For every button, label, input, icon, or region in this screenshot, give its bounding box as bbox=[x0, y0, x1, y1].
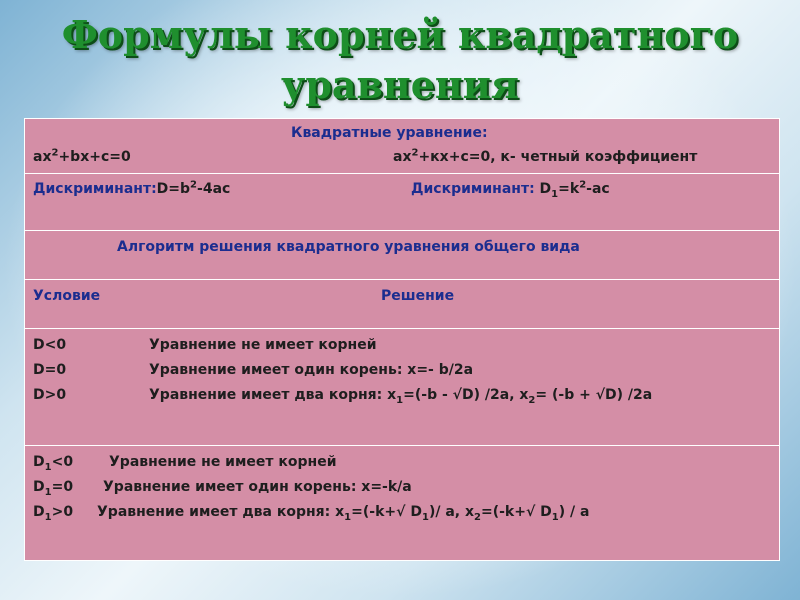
condition-header: Условие bbox=[33, 288, 101, 304]
discriminant-even: Дискриминант: $D_1=k^2-ac$ bbox=[411, 179, 610, 200]
table-row-headers bbox=[25, 280, 780, 329]
algorithm-heading: Алгоритм решения квадратного уравнения общего вида bbox=[117, 239, 580, 255]
column-headers-cell bbox=[25, 280, 780, 329]
solution-no-roots: Уравнение не имеет корней bbox=[149, 337, 377, 353]
even-coefficient-equation: $ax^2+кx+c=0$, к- четный коэффициент bbox=[393, 147, 698, 165]
solution-header: Решение bbox=[381, 288, 455, 304]
condition-d1-positive: $D_1>0$ bbox=[33, 504, 74, 523]
solution-two-roots: Уравнение имеет два корня: $x_1=(-b - √D)$ /2a, $x_2= (-b + √D)$ /2a bbox=[149, 387, 653, 406]
condition-d-negative: D<0 bbox=[33, 337, 67, 353]
solution-one-root: Уравнение имеет один корень: x=- b/2a bbox=[149, 362, 474, 378]
even-cases-cell bbox=[25, 446, 780, 561]
table-row-general-cases bbox=[25, 329, 780, 446]
title-line-2: уравнения bbox=[281, 62, 519, 107]
general-cases-cell bbox=[25, 329, 780, 446]
discriminant-general: $Дискриминант:D=b^2-4ac$ bbox=[33, 179, 231, 197]
table-row-even-cases bbox=[25, 446, 780, 561]
algorithm-cell bbox=[25, 231, 780, 280]
formula-table bbox=[24, 118, 780, 561]
condition-d-zero: D=0 bbox=[33, 362, 67, 378]
condition-d1-zero: $D_1=0$ bbox=[33, 479, 74, 498]
table-row-discriminant bbox=[25, 174, 780, 231]
condition-d1-negative: $D_1<0$ bbox=[33, 454, 74, 473]
condition-d-positive: D>0 bbox=[33, 387, 67, 403]
general-equation: $ax^2+bx+c=0$ bbox=[33, 147, 131, 165]
page-title bbox=[0, 10, 800, 110]
table-row-equations bbox=[25, 119, 780, 174]
solution-d1-two-roots: Уравнение имеет два корня: $x_1=(-k+√$ $D_1)/$ a, $x_2=(-k+√$ $D_1$) / a bbox=[97, 504, 590, 523]
title-line-1: Формулы корней квадратного bbox=[61, 12, 739, 57]
solution-d1-one-root: Уравнение имеет один корень: x=-k/a bbox=[103, 479, 412, 495]
table-row-algorithm bbox=[25, 231, 780, 280]
equations-cell bbox=[25, 119, 780, 174]
equations-heading: Квадратные уравнение: bbox=[291, 125, 488, 141]
solution-d1-no-roots: Уравнение не имеет корней bbox=[109, 454, 337, 470]
discriminant-cell bbox=[25, 174, 780, 231]
